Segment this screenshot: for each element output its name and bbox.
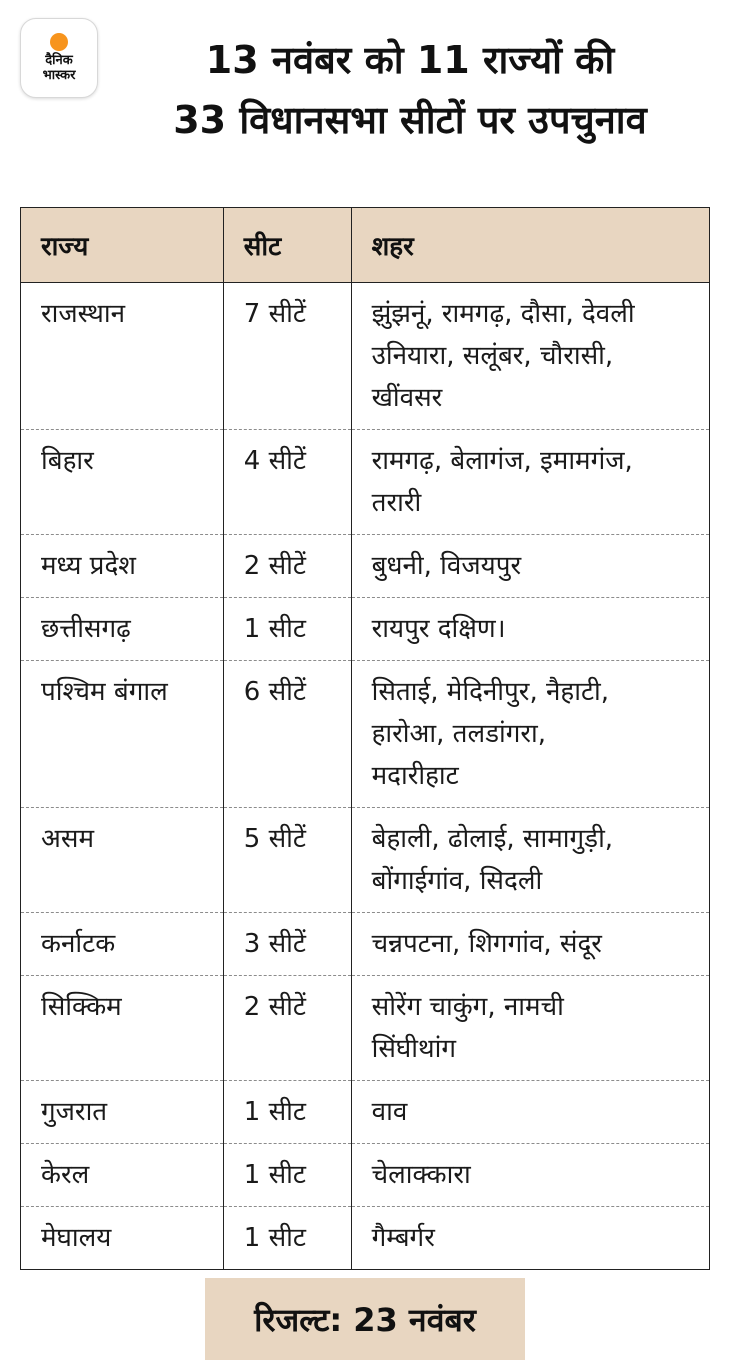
logo-text-line2: भास्कर <box>42 68 76 83</box>
table-header-row <box>21 208 710 283</box>
seats-cell: 2 सीटें <box>223 535 351 598</box>
table-row <box>21 661 710 808</box>
state-cell: राजस्थान <box>21 283 224 430</box>
state-cell: बिहार <box>21 430 224 535</box>
result-date-banner: रिजल्ट: 23 नवंबर <box>205 1278 525 1360</box>
table-row <box>21 808 710 913</box>
cities-cell: बुधनी, विजयपुर <box>351 535 709 598</box>
seats-cell: 7 सीटें <box>223 283 351 430</box>
cities-cell: सिताई, मेदिनीपुर, नैहाटी, हारोआ, तलडांगरा, मदारीहाट <box>351 661 709 808</box>
table-row <box>21 598 710 661</box>
page-title <box>100 30 720 150</box>
table-row <box>21 430 710 535</box>
cities-cell: सोरेंग चाकुंग, नामची सिंघीथांग <box>351 976 709 1081</box>
bypoll-seats-table <box>20 207 710 1270</box>
cities-cell: रायपुर दक्षिण। <box>351 598 709 661</box>
seats-cell: 1 सीट <box>223 598 351 661</box>
state-cell: सिक्किम <box>21 976 224 1081</box>
seats-cell: 6 सीटें <box>223 661 351 808</box>
title-line1: 13 नवंबर को 11 राज्यों की <box>205 38 615 82</box>
table-row <box>21 1144 710 1207</box>
cities-cell: चन्नपटना, शिगगांव, संदूर <box>351 913 709 976</box>
header-state: राज्य <box>21 208 224 283</box>
seats-cell: 2 सीटें <box>223 976 351 1081</box>
sun-icon <box>50 33 68 51</box>
cities-cell: चेलाक्कारा <box>351 1144 709 1207</box>
seats-cell: 1 सीट <box>223 1144 351 1207</box>
state-cell: केरल <box>21 1144 224 1207</box>
table-row <box>21 283 710 430</box>
state-cell: असम <box>21 808 224 913</box>
cities-cell: झुंझनूं, रामगढ़, दौसा, देवली उनियारा, सलूंबर, चौरासी, खींवसर <box>351 283 709 430</box>
cities-cell: बेहाली, ढोलाई, सामागुड़ी, बोंगाईगांव, सिदली <box>351 808 709 913</box>
title-line2: 33 विधानसभा सीटों पर उपचुनाव <box>173 98 647 142</box>
cities-cell: गैम्बर्गर <box>351 1207 709 1270</box>
table-row <box>21 1207 710 1270</box>
state-cell: पश्चिम बंगाल <box>21 661 224 808</box>
dainik-bhaskar-logo <box>20 18 98 98</box>
seats-cell: 5 सीटें <box>223 808 351 913</box>
seats-cell: 4 सीटें <box>223 430 351 535</box>
cities-cell: रामगढ़, बेलागंज, इमामगंज, तरारी <box>351 430 709 535</box>
seats-cell: 3 सीटें <box>223 913 351 976</box>
state-cell: कर्नाटक <box>21 913 224 976</box>
logo-text-line1: दैनिक <box>45 53 73 68</box>
header-cities: शहर <box>351 208 709 283</box>
state-cell: गुजरात <box>21 1081 224 1144</box>
table-row <box>21 1081 710 1144</box>
seats-cell: 1 सीट <box>223 1081 351 1144</box>
cities-cell: वाव <box>351 1081 709 1144</box>
table-row <box>21 535 710 598</box>
state-cell: मेघालय <box>21 1207 224 1270</box>
header-seats: सीट <box>223 208 351 283</box>
table-row <box>21 976 710 1081</box>
seats-cell: 1 सीट <box>223 1207 351 1270</box>
table-row <box>21 913 710 976</box>
state-cell: मध्य प्रदेश <box>21 535 224 598</box>
state-cell: छत्तीसगढ़ <box>21 598 224 661</box>
